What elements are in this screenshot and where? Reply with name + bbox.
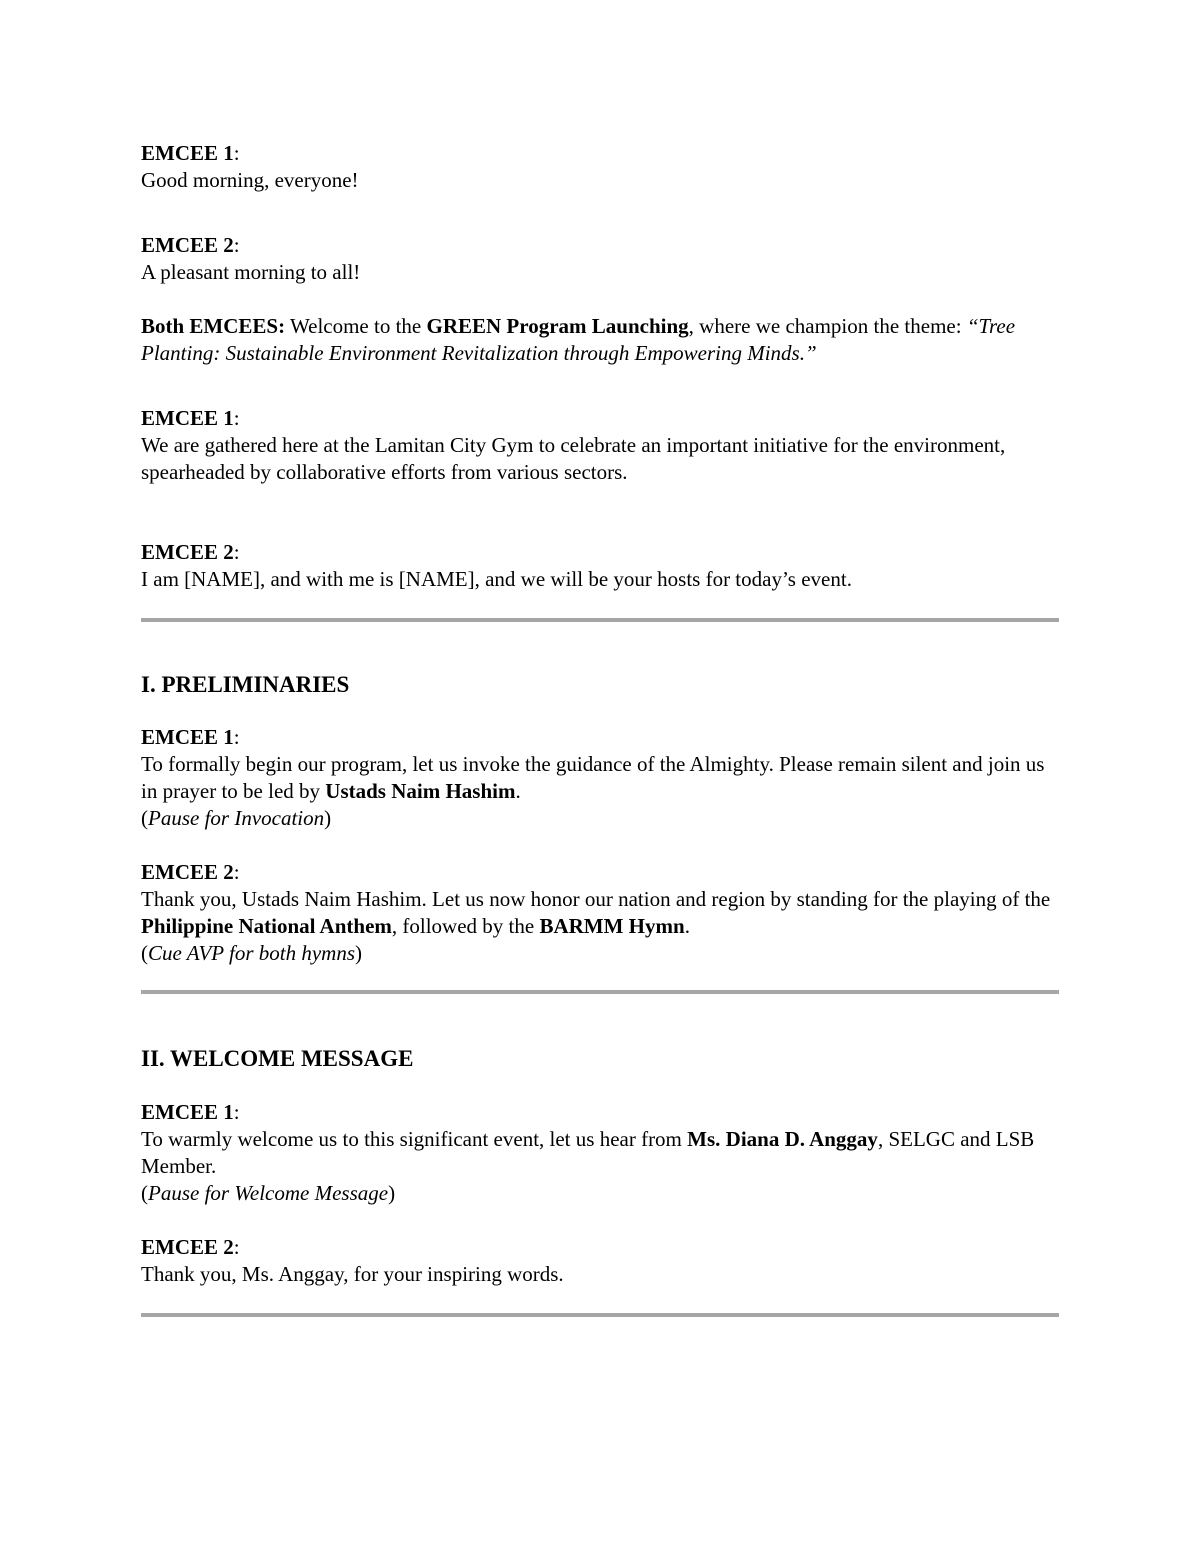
cue-text: Pause for Welcome Message: [148, 1181, 389, 1205]
speaker-label: EMCEE 2: [141, 860, 234, 884]
colon: :: [233, 1235, 240, 1259]
stage-cue: [141, 806, 331, 830]
colon: :: [233, 540, 240, 564]
colon: :: [233, 233, 240, 257]
speaker-label: Both EMCEES:: [141, 314, 286, 338]
emcee1-invocation: [141, 724, 1061, 832]
colon: :: [233, 141, 240, 165]
cue-text: Cue AVP for both hymns: [148, 941, 356, 965]
speaker-label: EMCEE 2: [141, 1235, 234, 1259]
dialogue-line: We are gathered here at the Lamitan City Gym to celebrate an important initiative for the environment, spearheaded by collaborative efforts from various sectors.: [141, 433, 1006, 484]
dialogue-mid: , followed by the: [391, 914, 540, 938]
emcee2-hosts: [141, 539, 1061, 593]
colon: :: [233, 406, 240, 430]
welcome-text-mid: , where we champion the theme:: [688, 314, 967, 338]
colon: :: [233, 860, 240, 884]
stage-cue: [141, 1181, 395, 1205]
section-title-preliminaries: I. PRELIMINARIES: [141, 672, 350, 697]
section-title-welcome: II. WELCOME MESSAGE: [141, 1046, 414, 1071]
paren: ): [388, 1181, 396, 1205]
colon: :: [233, 1100, 240, 1124]
dialogue-line: To formally begin our program, let us invoke the guidance of the Almighty. Please remain silent and join us in prayer to be led by: [141, 752, 1045, 803]
emcee1-welcome-intro: [141, 1099, 1061, 1207]
dialogue-line: Thank you, Ms. Anggay, for your inspiring words.: [141, 1262, 564, 1286]
document-page: [141, 140, 1061, 1317]
regional-hymn: BARMM Hymn: [539, 914, 685, 938]
emcee2-greeting: [141, 232, 1061, 286]
cue-text: Pause for Invocation: [148, 806, 325, 830]
colon: :: [233, 725, 240, 749]
paren: (: [141, 1181, 148, 1205]
emcee2-thanks: [141, 1234, 1061, 1288]
emcee1-venue: [141, 405, 1061, 486]
invocation-leader: Ustads Naim Hashim: [325, 779, 516, 803]
both-emcees-welcome: [141, 313, 1061, 367]
dialogue-line: Good morning, everyone!: [141, 168, 359, 192]
program-name: GREEN Program Launching: [426, 314, 689, 338]
speaker-label: EMCEE 1: [141, 406, 234, 430]
dialogue-line: A pleasant morning to all!: [141, 260, 361, 284]
emcee1-greeting: [141, 140, 1061, 194]
national-anthem: Philippine National Anthem: [141, 914, 392, 938]
dialogue-line: Thank you, Ustads Naim Hashim. Let us now honor our nation and region by standing for the playing of the: [141, 887, 1051, 911]
welcome-speaker-name: Ms. Diana D. Anggay: [687, 1127, 878, 1151]
emcee2-anthem: [141, 859, 1061, 967]
program-theme: “Tree Planting: Sustainable Environment Revitalization through Empowering Minds.”: [141, 314, 1016, 365]
stage-cue: [141, 941, 362, 965]
paren: ): [355, 941, 363, 965]
speaker-label: EMCEE 2: [141, 233, 234, 257]
horizontal-divider: [141, 1313, 1059, 1317]
speaker-label: EMCEE 1: [141, 1100, 234, 1124]
speaker-label: EMCEE 2: [141, 540, 234, 564]
period: .: [684, 914, 690, 938]
period: .: [515, 779, 521, 803]
speaker-title: , SELGC and LSB Member.: [141, 1127, 1035, 1178]
paren: ): [324, 806, 332, 830]
dialogue-line: To warmly welcome us to this significant event, let us hear from: [141, 1127, 688, 1151]
paren: (: [141, 806, 148, 830]
speaker-label: EMCEE 1: [141, 141, 234, 165]
speaker-label: EMCEE 1: [141, 725, 234, 749]
welcome-text: Welcome to the: [285, 314, 427, 338]
dialogue-line: I am [NAME], and with me is [NAME], and we will be your hosts for today’s event.: [141, 567, 852, 591]
paren: (: [141, 941, 148, 965]
